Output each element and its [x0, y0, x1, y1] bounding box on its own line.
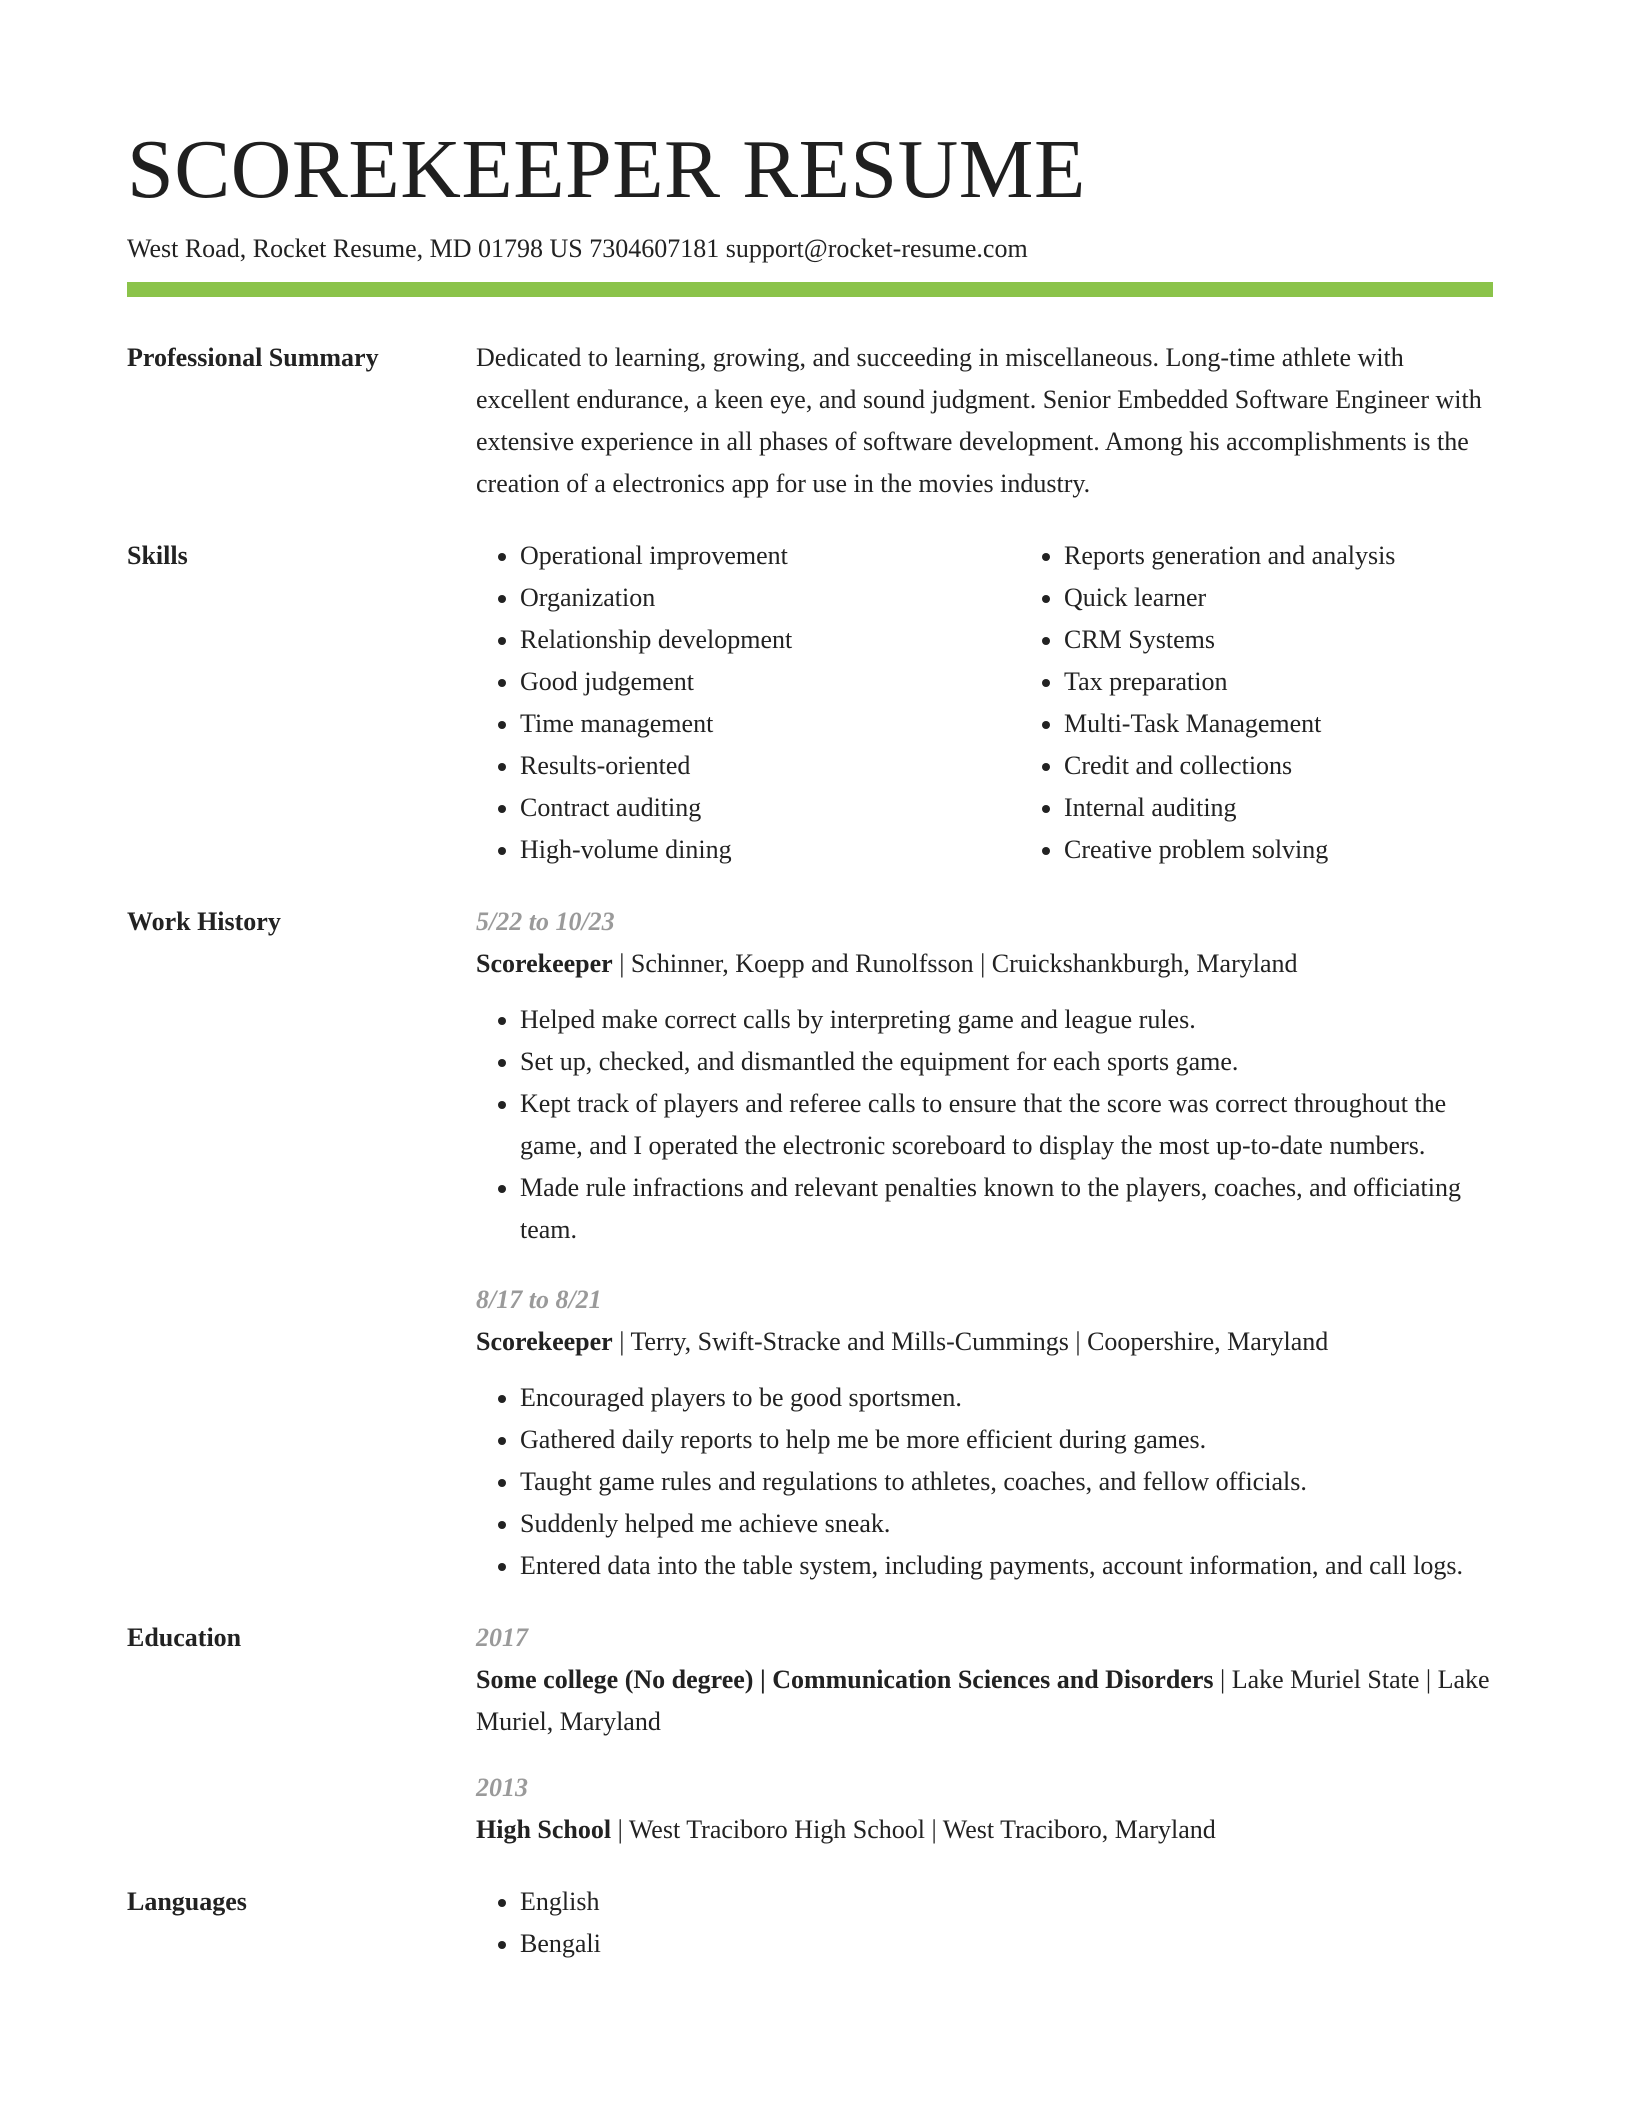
- skill-item: • Time management: [520, 703, 1020, 745]
- job-bullet: • Kept track of players and referee calls to ensure that the score was correct throughout the game, and I operated the electronic scoreboard to display the most up-to-date numbers.: [520, 1083, 1493, 1167]
- job-bullet: • Suddenly helped me achieve sneak.: [520, 1503, 1493, 1545]
- job-title: Scorekeeper: [476, 949, 613, 978]
- accent-divider: [127, 282, 1493, 297]
- skill-item: • Internal auditing: [1064, 787, 1564, 829]
- skills-list-right: [1020, 535, 1564, 871]
- skills-section: [127, 535, 1493, 871]
- skill-item: • Multi-Task Management: [1064, 703, 1564, 745]
- skill-item: • Good judgement: [520, 661, 1020, 703]
- education-title-line: [476, 1659, 1493, 1743]
- skill-item: • Credit and collections: [1064, 745, 1564, 787]
- skill-item: • CRM Systems: [1064, 619, 1564, 661]
- work-history-section: [127, 901, 1493, 1587]
- job-dates: 5/22 to 10/23: [476, 907, 615, 936]
- education-body: [476, 1617, 1493, 1851]
- job-bullet: • Made rule infractions and relevant penalties known to the players, coaches, and officiating team.: [520, 1167, 1493, 1251]
- skill-item: • Tax preparation: [1064, 661, 1564, 703]
- education-details: | Lake Muriel State | Lake Muriel, Maryland: [476, 1665, 1490, 1736]
- education-title-line: [476, 1809, 1493, 1851]
- resume-page: [127, 120, 1493, 1995]
- education-degree: High School: [476, 1815, 612, 1844]
- languages-list: [476, 1881, 1493, 1965]
- summary-body: [476, 337, 1493, 505]
- skill-item: • Organization: [520, 577, 1020, 619]
- languages-section: [127, 1881, 1493, 1965]
- job-bullets: [476, 999, 1493, 1251]
- job-bullet: • Taught game rules and regulations to athletes, coaches, and fellow officials.: [520, 1461, 1493, 1503]
- section-label-languages: Languages: [127, 1887, 247, 1916]
- skill-item: • High-volume dining: [520, 829, 1020, 871]
- education-details: | West Traciboro High School | West Traciboro, Maryland: [611, 1815, 1216, 1844]
- section-label-education: Education: [127, 1623, 242, 1652]
- section-label-skills: Skills: [127, 541, 188, 570]
- education-entry: [476, 1617, 1493, 1743]
- education-year: 2013: [476, 1773, 528, 1802]
- job-title: Scorekeeper: [476, 1327, 613, 1356]
- job-bullet: • Gathered daily reports to help me be more efficient during games.: [520, 1419, 1493, 1461]
- job-dates: 8/17 to 8/21: [476, 1285, 602, 1314]
- education-degree: Some college (No degree) | Communication Sciences and Disorders: [476, 1665, 1214, 1694]
- languages-body: [476, 1881, 1493, 1965]
- education-section: [127, 1617, 1493, 1851]
- summary-text: Dedicated to learning, growing, and succeeding in miscellaneous. Long-time athlete with excellent endurance, a keen eye, and sound judgment. Senior Embedded Software Engineer with extensive experience in all phases of software development. Among his accomplishments is the creation of a electronics app for use in the movies industry.: [476, 343, 1482, 498]
- language-item: • Bengali: [520, 1923, 1493, 1965]
- job-entry: [476, 1279, 1493, 1587]
- job-bullets: [476, 1377, 1493, 1587]
- job-bullet: • Set up, checked, and dismantled the equipment for each sports game.: [520, 1041, 1493, 1083]
- skill-item: • Operational improvement: [520, 535, 1020, 577]
- job-title-line: [476, 1321, 1493, 1363]
- skills-list-left: [476, 535, 1020, 871]
- skill-item: • Reports generation and analysis: [1064, 535, 1564, 577]
- skills-columns: [476, 535, 1564, 871]
- resume-title: SCOREKEEPER RESUME: [127, 123, 1086, 216]
- job-bullet: • Entered data into the table system, including payments, account information, and call logs.: [520, 1545, 1493, 1587]
- skill-item: • Relationship development: [520, 619, 1020, 661]
- skill-item: • Contract auditing: [520, 787, 1020, 829]
- language-item: • English: [520, 1881, 1493, 1923]
- skills-body: [476, 535, 1564, 871]
- job-title-line: [476, 943, 1493, 985]
- job-bullet: • Encouraged players to be good sportsmen.: [520, 1377, 1493, 1419]
- summary-section: [127, 337, 1493, 505]
- skill-item: • Quick learner: [1064, 577, 1564, 619]
- skill-item: • Creative problem solving: [1064, 829, 1564, 871]
- job-details: | Schinner, Koepp and Runolfsson | Cruickshankburgh, Maryland: [612, 949, 1298, 978]
- work-history-body: [476, 901, 1493, 1587]
- section-label-work: Work History: [127, 907, 281, 936]
- contact-line: West Road, Rocket Resume, MD 01798 US 7304607181 support@rocket-resume.com: [127, 234, 1028, 263]
- education-entry: [476, 1767, 1493, 1851]
- job-entry: [476, 901, 1493, 1251]
- job-bullet: • Helped make correct calls by interpreting game and league rules.: [520, 999, 1493, 1041]
- education-year: 2017: [476, 1623, 528, 1652]
- section-label-summary: Professional Summary: [127, 343, 379, 372]
- skill-item: • Results-oriented: [520, 745, 1020, 787]
- job-details: | Terry, Swift-Stracke and Mills-Cummings | Coopershire, Maryland: [612, 1327, 1329, 1356]
